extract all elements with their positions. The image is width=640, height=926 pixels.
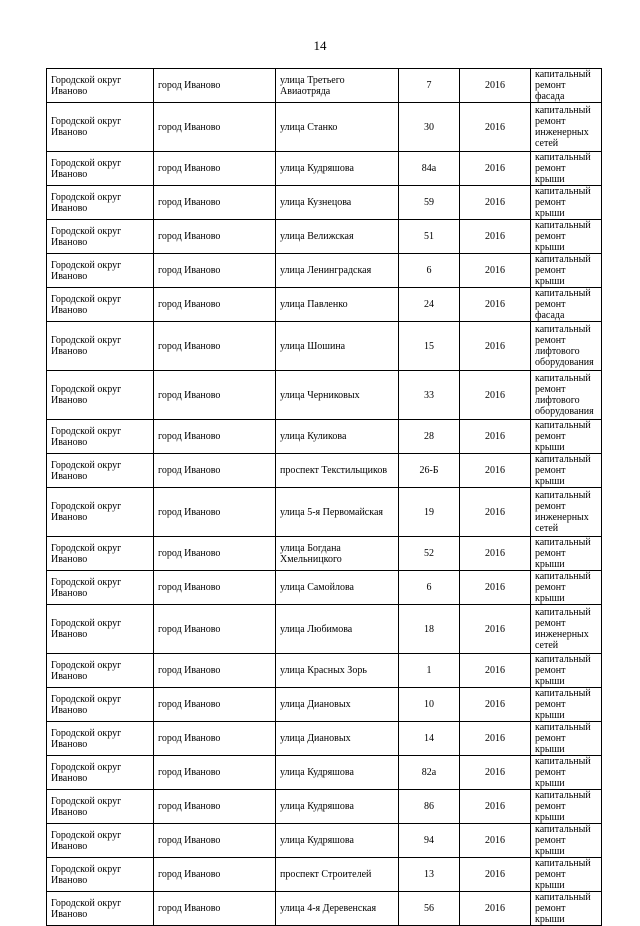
cell-street: улица Кудряшова: [276, 756, 399, 790]
cell-district: Городской округ Иваново: [47, 488, 154, 537]
cell-house: 82а: [399, 756, 460, 790]
cell-work: капитальный ремонт крыши: [531, 722, 602, 756]
cell-district: Городской округ Иваново: [47, 537, 154, 571]
cell-year: 2016: [460, 69, 531, 103]
cell-year: 2016: [460, 371, 531, 420]
cell-street: улица Павленко: [276, 288, 399, 322]
cell-house: 30: [399, 103, 460, 152]
cell-year: 2016: [460, 322, 531, 371]
table-row: [47, 288, 602, 322]
cell-city: город Иваново: [154, 288, 276, 322]
cell-street: улица Красных Зорь: [276, 654, 399, 688]
cell-work: капитальный ремонт крыши: [531, 152, 602, 186]
cell-year: 2016: [460, 420, 531, 454]
table-row: [47, 605, 602, 654]
cell-district: Городской округ Иваново: [47, 571, 154, 605]
cell-work: капитальный ремонт крыши: [531, 892, 602, 926]
table-row: [47, 892, 602, 926]
cell-street: улица Самойлова: [276, 571, 399, 605]
cell-street: улица Черниковых: [276, 371, 399, 420]
cell-work: капитальный ремонт фасада: [531, 69, 602, 103]
cell-house: 13: [399, 858, 460, 892]
repair-schedule-table: [46, 68, 602, 926]
cell-district: Городской округ Иваново: [47, 254, 154, 288]
cell-district: Городской округ Иваново: [47, 371, 154, 420]
cell-district: Городской округ Иваново: [47, 69, 154, 103]
cell-district: Городской округ Иваново: [47, 605, 154, 654]
cell-city: город Иваново: [154, 152, 276, 186]
cell-street: улица 4-я Деревенская: [276, 892, 399, 926]
table-body: [47, 69, 602, 926]
cell-work: капитальный ремонт крыши: [531, 186, 602, 220]
cell-house: 15: [399, 322, 460, 371]
cell-city: город Иваново: [154, 571, 276, 605]
cell-street: улица Кузнецова: [276, 186, 399, 220]
cell-year: 2016: [460, 858, 531, 892]
cell-year: 2016: [460, 220, 531, 254]
cell-street: проспект Строителей: [276, 858, 399, 892]
cell-street: проспект Текстильщиков: [276, 454, 399, 488]
table-row: [47, 488, 602, 537]
cell-year: 2016: [460, 488, 531, 537]
cell-street: улица Кудряшова: [276, 824, 399, 858]
cell-work: капитальный ремонт крыши: [531, 654, 602, 688]
cell-house: 86: [399, 790, 460, 824]
cell-work: капитальный ремонт крыши: [531, 688, 602, 722]
cell-city: город Иваново: [154, 220, 276, 254]
cell-year: 2016: [460, 571, 531, 605]
cell-house: 33: [399, 371, 460, 420]
cell-city: город Иваново: [154, 654, 276, 688]
cell-district: Городской округ Иваново: [47, 322, 154, 371]
cell-year: 2016: [460, 824, 531, 858]
cell-work: капитальный ремонт лифтового оборудования: [531, 371, 602, 420]
cell-work: капитальный ремонт фасада: [531, 288, 602, 322]
cell-year: 2016: [460, 892, 531, 926]
cell-district: Городской округ Иваново: [47, 722, 154, 756]
cell-house: 26-Б: [399, 454, 460, 488]
table-row: [47, 722, 602, 756]
cell-work: капитальный ремонт инженерных сетей: [531, 488, 602, 537]
cell-district: Городской округ Иваново: [47, 220, 154, 254]
cell-street: улица Диановых: [276, 722, 399, 756]
cell-house: 14: [399, 722, 460, 756]
table-row: [47, 220, 602, 254]
table-row: [47, 571, 602, 605]
cell-year: 2016: [460, 103, 531, 152]
cell-work: капитальный ремонт крыши: [531, 220, 602, 254]
cell-street: улица Третьего Авиаотряда: [276, 69, 399, 103]
cell-house: 94: [399, 824, 460, 858]
cell-street: улица Велижская: [276, 220, 399, 254]
cell-year: 2016: [460, 605, 531, 654]
table-row: [47, 420, 602, 454]
cell-street: улица Ленинградская: [276, 254, 399, 288]
cell-house: 1: [399, 654, 460, 688]
cell-house: 6: [399, 571, 460, 605]
cell-city: город Иваново: [154, 688, 276, 722]
cell-house: 6: [399, 254, 460, 288]
cell-house: 19: [399, 488, 460, 537]
cell-district: Городской округ Иваново: [47, 654, 154, 688]
cell-house: 18: [399, 605, 460, 654]
cell-district: Городской округ Иваново: [47, 858, 154, 892]
cell-year: 2016: [460, 254, 531, 288]
cell-city: город Иваново: [154, 254, 276, 288]
cell-house: 28: [399, 420, 460, 454]
cell-house: 52: [399, 537, 460, 571]
cell-city: город Иваново: [154, 790, 276, 824]
table-row: [47, 371, 602, 420]
table-row: [47, 688, 602, 722]
cell-district: Городской округ Иваново: [47, 186, 154, 220]
table-row: [47, 186, 602, 220]
cell-street: улица Станко: [276, 103, 399, 152]
cell-house: 51: [399, 220, 460, 254]
cell-year: 2016: [460, 756, 531, 790]
cell-house: 7: [399, 69, 460, 103]
cell-city: город Иваново: [154, 537, 276, 571]
cell-district: Городской округ Иваново: [47, 756, 154, 790]
table-row: [47, 756, 602, 790]
cell-city: город Иваново: [154, 371, 276, 420]
cell-street: улица Кудряшова: [276, 152, 399, 186]
cell-house: 59: [399, 186, 460, 220]
cell-district: Городской округ Иваново: [47, 288, 154, 322]
table-row: [47, 103, 602, 152]
cell-city: город Иваново: [154, 420, 276, 454]
cell-work: капитальный ремонт крыши: [531, 858, 602, 892]
cell-district: Городской округ Иваново: [47, 790, 154, 824]
cell-city: город Иваново: [154, 858, 276, 892]
cell-district: Городской округ Иваново: [47, 454, 154, 488]
cell-street: улица Богдана Хмельницкого: [276, 537, 399, 571]
cell-work: капитальный ремонт крыши: [531, 824, 602, 858]
cell-work: капитальный ремонт крыши: [531, 571, 602, 605]
cell-city: город Иваново: [154, 756, 276, 790]
cell-work: капитальный ремонт крыши: [531, 756, 602, 790]
table-row: [47, 537, 602, 571]
cell-year: 2016: [460, 790, 531, 824]
cell-city: город Иваново: [154, 69, 276, 103]
cell-city: город Иваново: [154, 722, 276, 756]
cell-work: капитальный ремонт крыши: [531, 254, 602, 288]
table-row: [47, 654, 602, 688]
cell-year: 2016: [460, 654, 531, 688]
cell-street: улица 5-я Первомайская: [276, 488, 399, 537]
table-row: [47, 454, 602, 488]
cell-district: Городской округ Иваново: [47, 152, 154, 186]
cell-work: капитальный ремонт крыши: [531, 420, 602, 454]
cell-city: город Иваново: [154, 103, 276, 152]
cell-year: 2016: [460, 152, 531, 186]
table-row: [47, 322, 602, 371]
table-row: [47, 152, 602, 186]
table-row: [47, 790, 602, 824]
cell-district: Городской округ Иваново: [47, 688, 154, 722]
cell-street: улица Кудряшова: [276, 790, 399, 824]
cell-district: Городской округ Иваново: [47, 824, 154, 858]
cell-district: Городской округ Иваново: [47, 892, 154, 926]
cell-street: улица Куликова: [276, 420, 399, 454]
cell-work: капитальный ремонт крыши: [531, 454, 602, 488]
table-row: [47, 858, 602, 892]
cell-city: город Иваново: [154, 488, 276, 537]
cell-year: 2016: [460, 688, 531, 722]
cell-city: город Иваново: [154, 892, 276, 926]
cell-house: 56: [399, 892, 460, 926]
table-row: [47, 69, 602, 103]
cell-year: 2016: [460, 186, 531, 220]
cell-street: улица Любимова: [276, 605, 399, 654]
cell-work: капитальный ремонт инженерных сетей: [531, 605, 602, 654]
cell-work: капитальный ремонт лифтового оборудования: [531, 322, 602, 371]
cell-district: Городской округ Иваново: [47, 103, 154, 152]
cell-house: 24: [399, 288, 460, 322]
cell-city: город Иваново: [154, 322, 276, 371]
page-number: 14: [313, 38, 327, 53]
cell-year: 2016: [460, 454, 531, 488]
cell-year: 2016: [460, 537, 531, 571]
cell-year: 2016: [460, 288, 531, 322]
cell-work: капитальный ремонт крыши: [531, 537, 602, 571]
cell-house: 84а: [399, 152, 460, 186]
cell-year: 2016: [460, 722, 531, 756]
table-row: [47, 824, 602, 858]
cell-city: город Иваново: [154, 454, 276, 488]
cell-district: Городской округ Иваново: [47, 420, 154, 454]
cell-house: 10: [399, 688, 460, 722]
cell-street: улица Диановых: [276, 688, 399, 722]
cell-work: капитальный ремонт инженерных сетей: [531, 103, 602, 152]
cell-street: улица Шошина: [276, 322, 399, 371]
cell-city: город Иваново: [154, 824, 276, 858]
table-row: [47, 254, 602, 288]
cell-city: город Иваново: [154, 186, 276, 220]
cell-work: капитальный ремонт крыши: [531, 790, 602, 824]
cell-city: город Иваново: [154, 605, 276, 654]
